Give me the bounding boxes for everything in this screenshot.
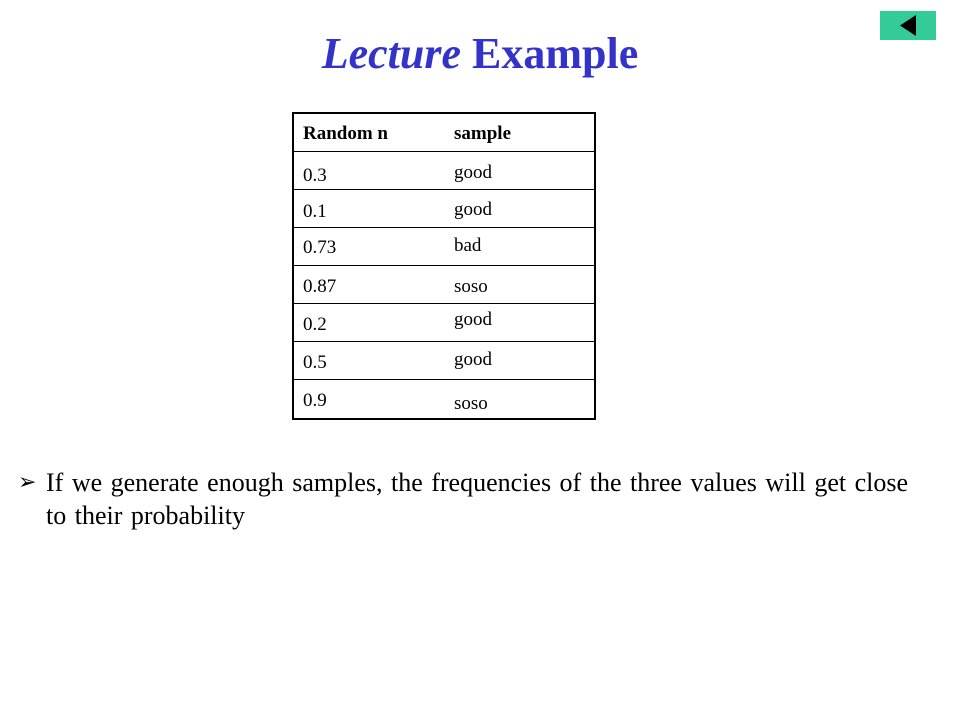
sample-cell: good: [454, 162, 492, 183]
header-random-n: Random n: [303, 123, 388, 144]
table-row: [294, 266, 594, 304]
bullet-text: If we generate enough samples, the frequencies of the three values will get close to their probability: [46, 468, 908, 530]
sample-cell: soso: [454, 393, 488, 414]
header-sample: sample: [454, 123, 511, 144]
table-row: [294, 304, 594, 342]
random-n-cell: 0.73: [303, 237, 337, 258]
table-row: [294, 380, 594, 418]
random-n-cell: 0.9: [303, 390, 327, 411]
sample-cell: soso: [454, 276, 488, 297]
triangle-left-icon: [880, 11, 936, 40]
title-italic-part: Lecture: [321, 29, 462, 78]
back-button[interactable]: [880, 11, 936, 40]
random-n-cell: 0.1: [303, 201, 327, 222]
sample-table: [292, 112, 596, 420]
page-title: [0, 28, 960, 80]
title-normal-part: Example: [472, 29, 639, 78]
random-n-cell: 0.5: [303, 352, 327, 373]
table-header-row: [294, 114, 594, 152]
sample-cell: bad: [454, 235, 482, 256]
random-n-cell: 0.87: [303, 276, 337, 297]
sample-cell: good: [454, 199, 492, 220]
arrow-bullet-icon: ➢: [18, 470, 37, 495]
table-row: [294, 342, 594, 380]
sample-cell: good: [454, 309, 492, 330]
table-row: [294, 190, 594, 228]
sample-cell: good: [454, 349, 492, 370]
table-row: [294, 152, 594, 190]
table-row: [294, 228, 594, 266]
random-n-cell: 0.2: [303, 314, 327, 335]
random-n-cell: 0.3: [303, 165, 327, 186]
